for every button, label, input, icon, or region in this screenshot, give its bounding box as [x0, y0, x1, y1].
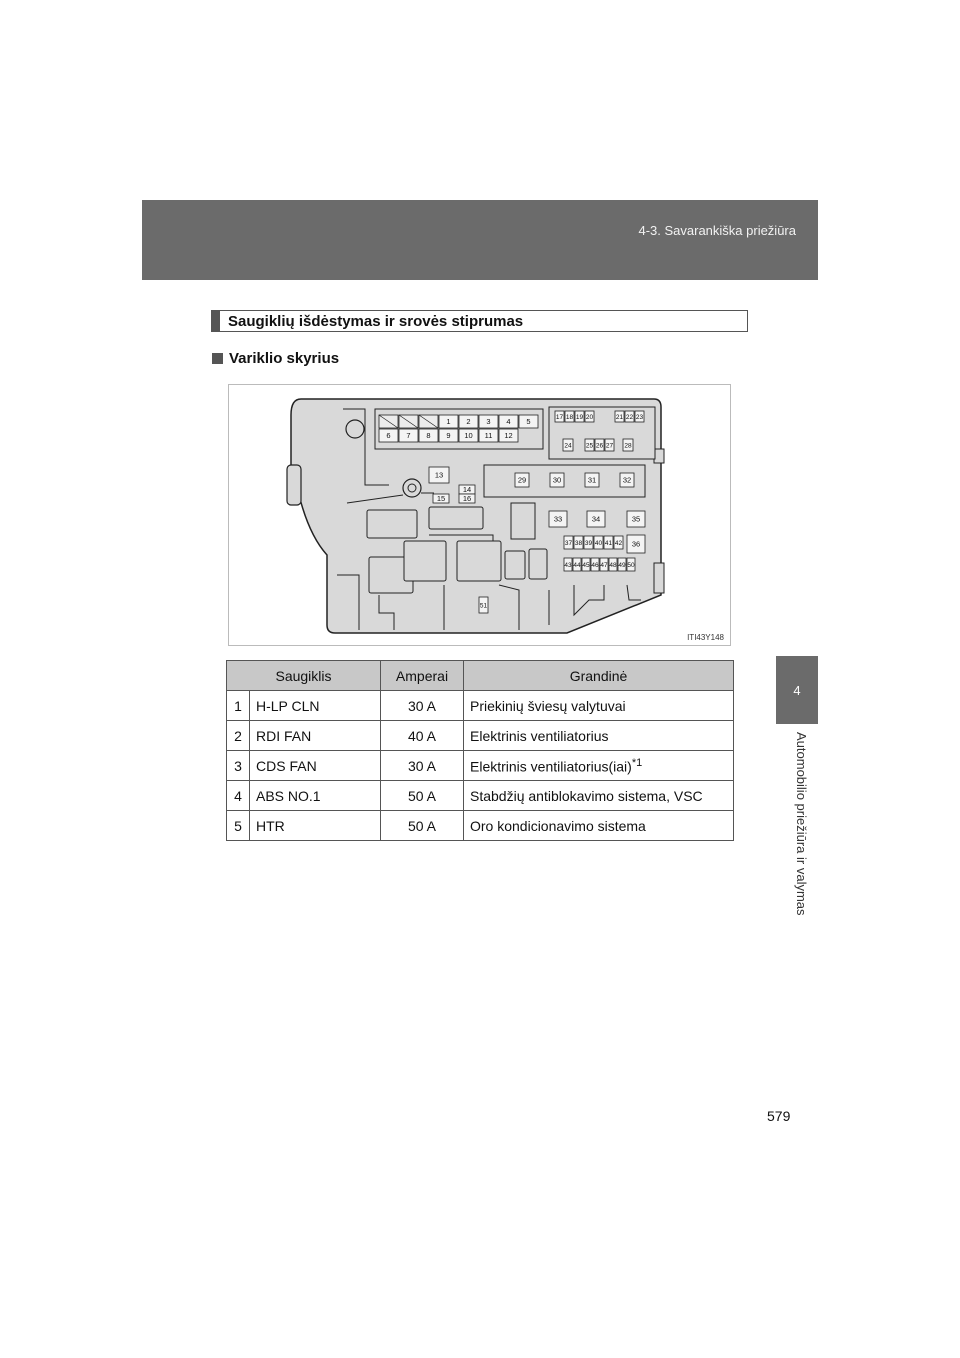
fuse-label: 44 — [573, 562, 581, 570]
fuse-label: 47 — [600, 562, 608, 570]
header-fuse: Saugiklis — [227, 661, 381, 691]
fuse-label: 39 — [584, 540, 593, 548]
fuse-label: 22 — [625, 414, 634, 422]
fuse-label: 42 — [614, 540, 623, 548]
chapter-title: Automobilio priežiūra ir valymas — [794, 732, 809, 916]
fuse-label: 35 — [631, 514, 641, 524]
fuse-label: 13 — [434, 470, 444, 480]
fuse-label: 28 — [624, 442, 632, 450]
fuse-code: CDS FAN — [250, 751, 381, 781]
fuse-label: 7 — [406, 431, 411, 441]
fuse-amperes: 50 A — [381, 811, 464, 841]
fuse-label: 51 — [479, 602, 488, 610]
fuse-number: 5 — [227, 811, 250, 841]
fuse-label: 33 — [553, 514, 563, 524]
fuse-code: HTR — [250, 811, 381, 841]
fuse-label: 4 — [506, 417, 511, 427]
fuse-code: H-LP CLN — [250, 691, 381, 721]
fuse-circuit — [464, 691, 734, 721]
fuse-label: 49 — [618, 562, 626, 570]
fuse-label: 12 — [504, 431, 513, 441]
fuse-label: 21 — [615, 414, 624, 422]
fuse-label: 8 — [426, 431, 431, 441]
fuse-circuit — [464, 751, 734, 781]
fuse-label: 5 — [526, 417, 531, 427]
fuse-label: 48 — [609, 562, 617, 570]
fuse-label: 31 — [587, 475, 597, 485]
fuse-code: RDI FAN — [250, 721, 381, 751]
fuse-label: 29 — [517, 475, 527, 485]
fuse-label: 14 — [462, 485, 472, 495]
section-title-text: Saugiklių išdėstymas ir srovės stiprumas — [228, 312, 524, 330]
fuse-label: 9 — [446, 431, 451, 441]
table-row — [227, 781, 734, 811]
bullet-square-icon — [212, 353, 223, 364]
fuse-label: 43 — [564, 562, 572, 570]
table-row — [227, 751, 734, 781]
fuse-label: 24 — [564, 442, 572, 450]
image-code: ITI43Y148 — [687, 633, 724, 642]
fuse-label: 32 — [622, 475, 632, 485]
fuse-circuit-text: Oro kondicionavimo sistema — [470, 817, 646, 834]
table-row — [227, 811, 734, 841]
fuse-circuit — [464, 721, 734, 751]
fuse-label: 50 — [627, 562, 635, 570]
section-title — [211, 310, 748, 332]
fuse-number: 3 — [227, 751, 250, 781]
table-row — [227, 721, 734, 751]
fuse-amperes: 30 A — [381, 691, 464, 721]
fuse-label: 26 — [595, 442, 604, 450]
page-number: 579 — [767, 1108, 791, 1124]
fuse-circuit-text: Elektrinis ventiliatorius — [470, 727, 609, 744]
chapter-number: 4 — [793, 682, 801, 698]
fuse-label: 2 — [466, 417, 471, 427]
fuse-amperes: 40 A — [381, 721, 464, 751]
fuse-number: 2 — [227, 721, 250, 751]
fuse-label: 40 — [594, 540, 603, 548]
subheading-text: Variklio skyrius — [229, 350, 340, 367]
fuse-label: 34 — [591, 514, 601, 524]
fuse-circuit — [464, 781, 734, 811]
fuse-label: 20 — [585, 414, 594, 422]
fuse-code: ABS NO.1 — [250, 781, 381, 811]
fuse-label: 36 — [631, 539, 641, 549]
header-amperes: Amperai — [381, 661, 464, 691]
fuse-label: 18 — [565, 414, 574, 422]
fuse-label: 6 — [386, 431, 391, 441]
section-title-bar — [212, 311, 220, 331]
subheading — [212, 350, 339, 367]
fuse-label: 16 — [462, 494, 472, 504]
fuse-label: 3 — [486, 417, 491, 427]
fuse-label: 19 — [575, 414, 584, 422]
fuse-box-drawing — [229, 385, 732, 647]
fuse-label: 10 — [464, 431, 473, 441]
fuse-number: 1 — [227, 691, 250, 721]
fuse-table — [226, 660, 734, 841]
fuse-circuit-text: Priekinių šviesų valytuvai — [470, 697, 626, 714]
fuse-label: 27 — [605, 442, 614, 450]
fuse-label: 38 — [574, 540, 583, 548]
fuse-label: 25 — [585, 442, 594, 450]
fuse-circuit — [464, 811, 734, 841]
header-section-title: 4-3. Savarankiška priežiūra — [638, 223, 796, 238]
chapter-tab — [776, 656, 818, 724]
footnote-marker: *1 — [631, 756, 643, 769]
table-row — [227, 691, 734, 721]
header-circuit: Grandinė — [464, 661, 734, 691]
fuse-label: 11 — [484, 431, 493, 441]
fuse-circuit-text: Stabdžių antiblokavimo sistema, VSC — [470, 787, 703, 804]
fuse-label: 37 — [564, 540, 573, 548]
table-header-row — [227, 661, 734, 691]
fuse-label: 46 — [591, 562, 599, 570]
fuse-label: 23 — [635, 414, 644, 422]
header-band — [142, 200, 818, 280]
fuse-label: 45 — [582, 562, 590, 570]
fuse-label: 17 — [555, 414, 564, 422]
fuse-number: 4 — [227, 781, 250, 811]
fuse-box-diagram — [228, 384, 731, 646]
fuse-label: 15 — [436, 494, 446, 504]
fuse-label: 30 — [552, 475, 562, 485]
fuse-label: 41 — [604, 540, 613, 548]
fuse-label: 1 — [446, 417, 451, 427]
fuse-circuit-text: Elektrinis ventiliatorius(iai) — [470, 758, 632, 775]
fuse-amperes: 30 A — [381, 751, 464, 781]
fuse-amperes: 50 A — [381, 781, 464, 811]
